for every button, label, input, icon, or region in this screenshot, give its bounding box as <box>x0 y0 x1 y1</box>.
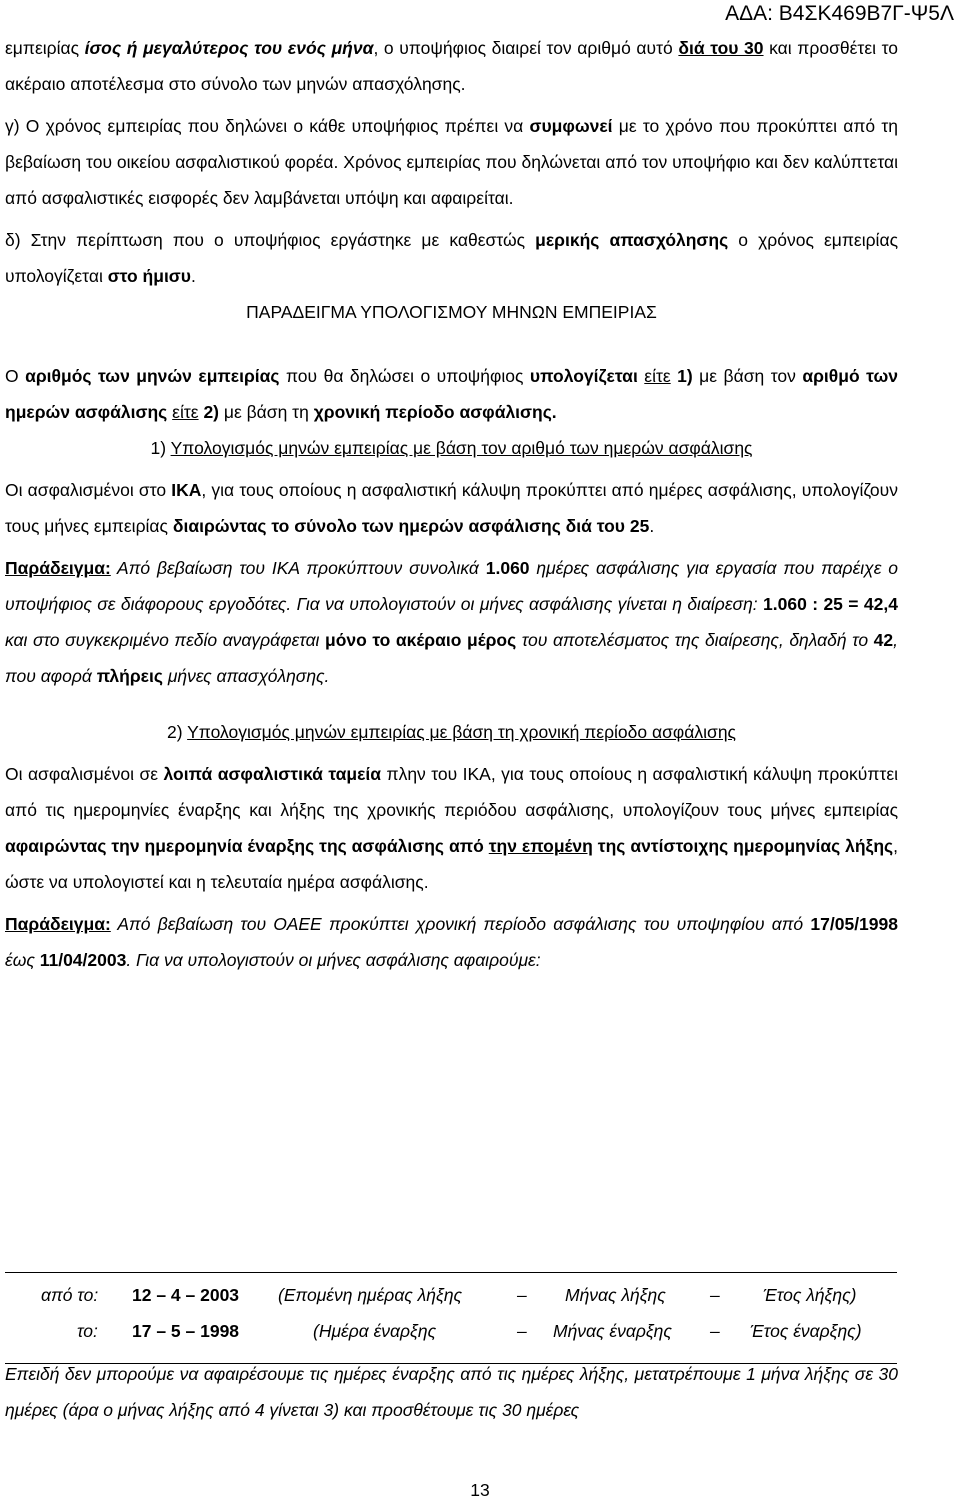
paragraph-intro: Ο αριθμός των μηνών εμπειρίας που θα δηλώσει ο υποψήφιος υπολογίζεται είτε 1) με βάση τον αριθμό των ημερών ασφάλισης είτε 2) με βάση τη χρονική περίοδο ασφάλισης. <box>5 366 898 422</box>
document-body <box>5 30 898 978</box>
page-number: 13 <box>470 1480 490 1500</box>
table-row: το: 17 – 5 – 1998 (Ημέρα έναρξης – Μήνας έναρξης – Έτος έναρξης) <box>77 1321 862 1341</box>
document-code: ΑΔΑ: Β4ΣΚ469Β7Γ-Ψ5Λ <box>725 2 954 25</box>
section-heading-1: 1) Υπολογισμός μηνών εμπειρίας με βάση τον αριθμό των ημερών ασφάλισης <box>150 438 753 458</box>
closing-paragraph: Επειδή δεν μπορούμε να αφαιρέσουμε τις ημέρες έναρξης από τις ημέρες λήξης, μετατρέπουμε 1 μήνα λήξης σε 30 ημέρες (άρα ο μήνας λήξης από 4 γίνεται 3) και προσθέτουμε τις 30 ημέρες <box>5 1364 898 1420</box>
paragraph-b: εμπειρίας ίσος ή μεγαλύτερος του ενός μήνα, ο υποψήφιος διαιρεί τον αριθμό αυτό διά του 30 και προσθέτει το ακέραιο αποτέλεσμα στο σύνολο των μηνών απασχόλησης. <box>5 38 899 94</box>
example-1: Παράδειγμα: Από βεβαίωση του ΙΚΑ προκύπτουν συνολικά 1.060 ημέρες ασφάλισης για εργασία που παρέιχε ο υποψήφιος σε διάφορους εργοδότες. Για να υπολογιστούν οι μήνες ασφάλισης γίνεται η διαίρεση: 1.060 : 25 = 42,4 και στο συγκεκριμένο πεδίο αναγράφεται μόνο το ακέραιο μέρος του αποτελέσματος της διαίρεσης, δηλαδή το 42, που αφορά πλήρεις μήνες απασχόλησης. <box>5 558 899 686</box>
subtraction-table <box>5 1272 897 1364</box>
table-row: από το: 12 – 4 – 2003 (Επομένη ημέρας λήξης – Μήνας λήξης – Έτος λήξης) <box>41 1285 857 1305</box>
paragraph-d: δ) Στην περίπτωση που ο υποψήφιος εργάστηκε με καθεστώς μερικής απασχόλησης ο χρόνος εμπειρίας υπολογίζεται στο ήμισυ. <box>5 230 898 286</box>
paragraph-ika: Οι ασφαλισμένοι στο ΙΚΑ, για τους οποίους η ασφαλιστική κάλυψη προκύπτει από ημέρες ασφάλισης, υπολογίζουν τους μήνες εμπειρίας διαιρώντας το σύνολο των ημερών ασφάλισης διά του 25. <box>5 480 898 536</box>
paragraph-c: γ) Ο χρόνος εμπειρίας που δηλώνει ο κάθε υποψήφιος πρέπει να συμφωνεί με το χρόνο που προκύπτει από τη βεβαίωση του οικείου ασφαλιστικού φορέα. Χρόνος εμπειρίας που δηλώνεται από τον υποψήφιο και δεν καλύπτεται από ασφαλιστικές εισφορές δεν λαμβάνεται υπόψη και αφαιρείται. <box>5 116 898 208</box>
paragraph-other-funds: Οι ασφαλισμένοι σε λοιπά ασφαλιστικά ταμεία πλην του ΙΚΑ, για τους οποίους η ασφαλιστική κάλυψη προκύπτει από τις ημερομηνίες έναρξης και λήξης της χρονικής περιόδου ασφάλισης, υπολογίζουν τους μήνες εμπειρίας αφαιρώντας την ημερομηνία έναρξης της ασφάλισης από την επομένη της αντίστοιχης ημερομηνίας λήξης, ώστε να υπολογιστεί και η τελευταία ημέρα ασφάλισης. <box>5 764 899 892</box>
example-2: Παράδειγμα: Από βεβαίωση του ΟΑΕΕ προκύπτει χρονική περίοδο ασφάλισης του υποψηφίου από 17/05/1998 έως 11/04/2003. Για να υπολογιστούν οι μήνες ασφάλισης αφαιρούμε: <box>5 914 898 970</box>
section-heading-2: 2) Υπολογισμός μηνών εμπειρίας με βάση τη χρονική περίοδο ασφάλισης <box>167 722 736 742</box>
example-title: ΠΑΡΑΔΕΙΓΜΑ ΥΠΟΛΟΓΙΣΜΟΥ ΜΗΝΩΝ ΕΜΠΕΙΡΙΑΣ <box>246 302 657 322</box>
